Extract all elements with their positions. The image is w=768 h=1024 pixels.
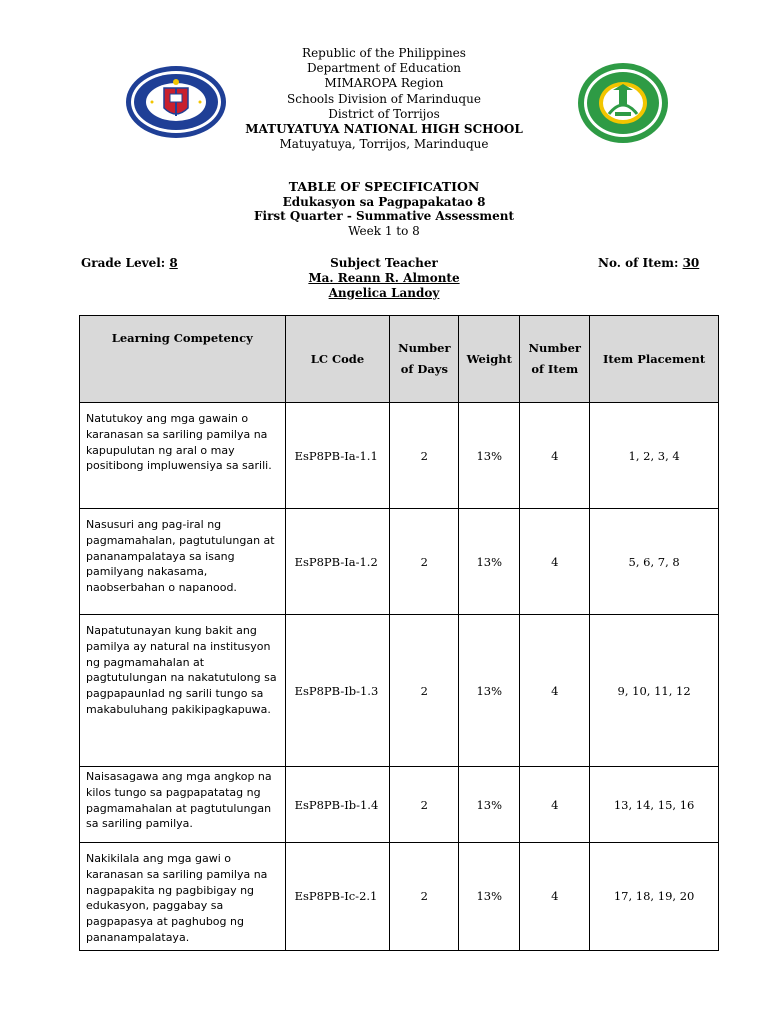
days-cell: 2 [390, 843, 459, 951]
quarter-title: First Quarter - Summative Assessment [253, 209, 514, 223]
placement-cell: 17, 18, 19, 20 [590, 843, 719, 951]
items-cell: 4 [520, 615, 590, 767]
items-cell: 4 [520, 403, 590, 509]
header-lc-code: LC Code [285, 316, 390, 403]
table-row [80, 767, 719, 843]
table-row [80, 615, 719, 767]
competency-cell: Napatutunayan kung bakit ang pamilya ay natural na institusyon ng pagmamahalan at pagtutulungan na nakatutulong sa pagpapaunlad ng sarili tungo sa makabuluhang pakikipagkapuwa. [80, 615, 286, 767]
competency-cell: Nasusuri ang pag-iral ng pagmamahalan, pagtutulungan at pananampalataya sa isang pamilyang nakasama, naobserbahan o napanood. [80, 509, 286, 615]
days-cell: 2 [390, 509, 459, 615]
weight-cell: 13% [459, 403, 520, 509]
items-cell: 4 [520, 509, 590, 615]
table-row [80, 509, 719, 615]
placement-cell: 1, 2, 3, 4 [590, 403, 719, 509]
header-region: MIMAROPA Region [324, 76, 444, 91]
lc-code-cell: EsP8PB-Ia-1.2 [285, 509, 390, 615]
grade-level-value: 8 [169, 256, 178, 270]
competency-cell: Naisasagawa ang mga angkop na kilos tungo sa pagpapatatag ng pagmamahalan at pagtutulungan sa sariling pamilya. [80, 767, 286, 843]
weight-cell: 13% [459, 843, 520, 951]
teacher-name-2: Angelica Landoy [328, 285, 440, 300]
days-cell: 2 [390, 767, 459, 843]
lc-code-cell: EsP8PB-Ib-1.3 [285, 615, 390, 767]
header-address: Matuyatuya, Torrijos, Marinduque [279, 137, 489, 152]
header-competency: Learning Competency [80, 316, 286, 403]
teacher-name-1: Ma. Reann R. Almonte [308, 270, 460, 285]
weight-cell: 13% [459, 509, 520, 615]
placement-cell: 5, 6, 7, 8 [590, 509, 719, 615]
weight-cell: 13% [459, 615, 520, 767]
document-titles [0, 180, 768, 238]
header-division: Schools Division of Marinduque [287, 91, 481, 106]
items-cell: 4 [520, 767, 590, 843]
header-number-of-item: Number of Item [520, 316, 590, 403]
document-title: TABLE OF SPECIFICATION [288, 179, 480, 194]
header-department: Department of Education [306, 61, 462, 76]
days-cell: 2 [390, 403, 459, 509]
number-of-items-value: 30 [682, 256, 700, 270]
placement-cell: 13, 14, 15, 16 [590, 767, 719, 843]
competency-cell: Natutukoy ang mga gawain o karanasan sa sariling pamilya na kapupulutan ng aral o may positibong impluwensiya sa sarili. [80, 403, 286, 509]
subject-teacher-label: Subject Teacher [330, 256, 438, 270]
lc-code-cell: EsP8PB-Ic-2.1 [285, 843, 390, 951]
header-weight: Weight [459, 316, 520, 403]
table-header-row [80, 316, 719, 403]
number-of-items-label: No. of Item: [598, 256, 683, 270]
specification-table [79, 315, 719, 951]
lc-code-cell: EsP8PB-Ib-1.4 [285, 767, 390, 843]
lc-code-cell: EsP8PB-Ia-1.1 [285, 403, 390, 509]
table-row [80, 403, 719, 509]
subject-title: Edukasyon sa Pagpapakatao 8 [282, 194, 486, 209]
header-number-of-days: Number of Days [390, 316, 459, 403]
items-cell: 4 [520, 843, 590, 951]
letterhead [0, 46, 768, 152]
header-school-name: MATUYATUYA NATIONAL HIGH SCHOOL [245, 122, 523, 137]
placement-cell: 9, 10, 11, 12 [590, 615, 719, 767]
weeks-title: Week 1 to 8 [348, 223, 420, 238]
competency-cell: Nakikilala ang mga gawi o karanasan sa sariling pamilya na nagpapakita ng pagbibigay ng edukasyon, paggabay sa pagpapasya at paghubog ng pananampalataya. [80, 843, 286, 951]
header-item-placement: Item Placement [590, 316, 719, 403]
weight-cell: 13% [459, 767, 520, 843]
days-cell: 2 [390, 615, 459, 767]
number-of-items [598, 256, 699, 270]
grade-level-label: Grade Level: [81, 256, 170, 270]
table-row [80, 843, 719, 951]
header-republic: Republic of the Philippines [302, 46, 466, 60]
header-district: District of Torrijos [328, 106, 440, 121]
